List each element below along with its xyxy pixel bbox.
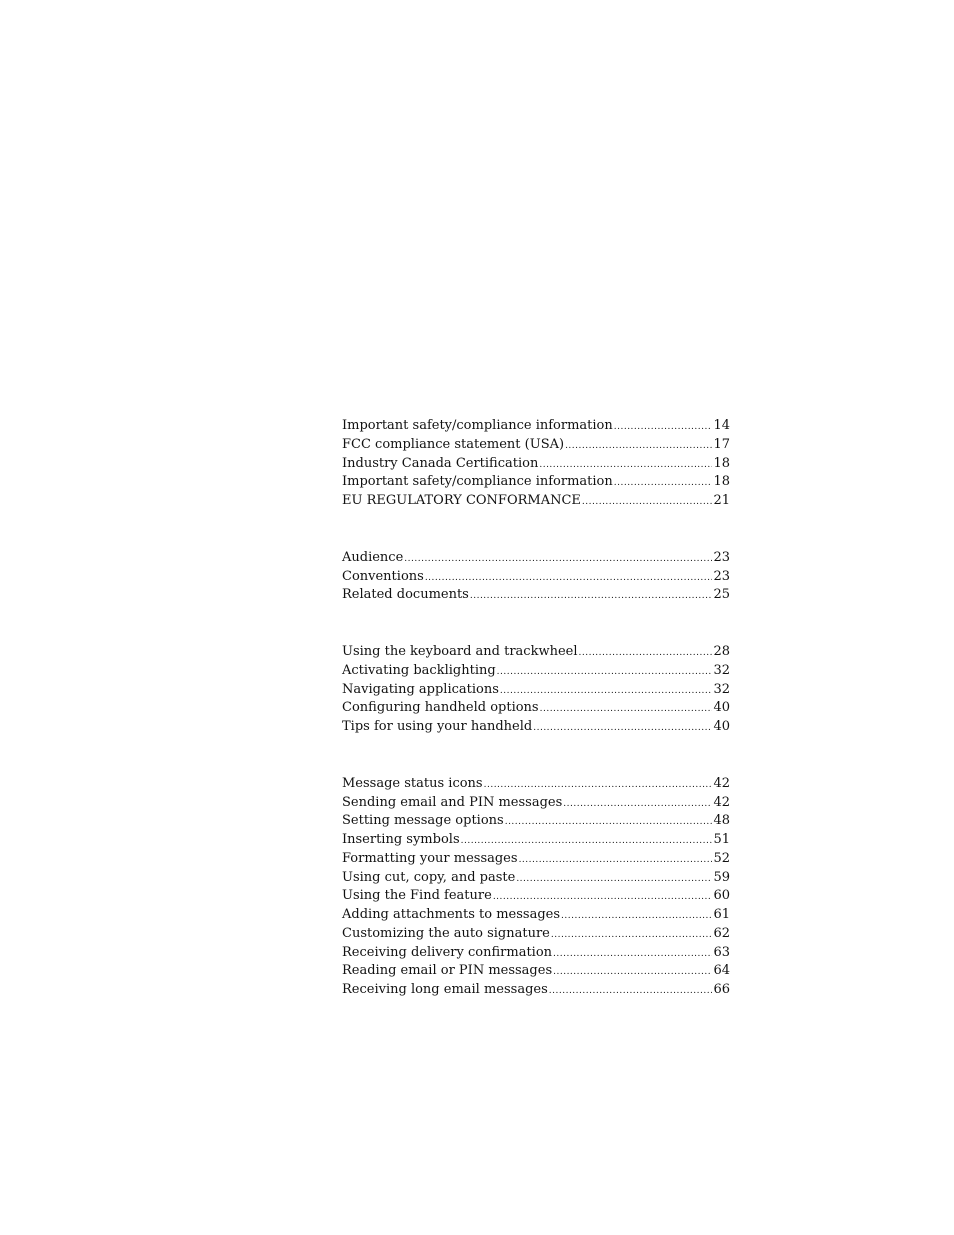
toc-entry[interactable]	[342, 681, 730, 700]
toc-entry-title: Receiving long email messages	[342, 982, 548, 997]
toc-entry[interactable]	[342, 699, 730, 718]
toc-entry-page: 18	[713, 474, 730, 490]
toc-entry-page: 63	[713, 944, 730, 960]
toc-entry-title: EU REGULATORY CONFORMANCE	[342, 493, 581, 508]
toc-entry-title: Using the Find feature	[342, 888, 492, 904]
toc-entry-page: 14	[713, 418, 730, 433]
toc-dot-leader	[614, 474, 713, 493]
toc-dot-leader	[484, 776, 713, 795]
toc-entry[interactable]	[342, 417, 730, 436]
toc-entry-page: 32	[713, 662, 730, 678]
toc-entry[interactable]	[342, 643, 730, 662]
toc-dot-leader	[505, 813, 713, 832]
toc-entry-page: 28	[713, 644, 730, 659]
toc-entry[interactable]	[342, 906, 730, 925]
toc-entry-page: 42	[713, 775, 730, 791]
toc-entry-title: Industry Canada Certification	[342, 455, 539, 471]
toc-entry-title: Setting message options	[342, 813, 504, 829]
toc-dot-leader	[579, 644, 713, 663]
toc-entry-title: Tips for using your handheld	[342, 719, 533, 734]
toc-entry-page: 21	[713, 493, 730, 508]
toc-entry-title: Navigating applications	[342, 681, 499, 697]
toc-entry-page: 61	[713, 907, 730, 922]
toc-entry-title: Receiving delivery confirmation	[342, 944, 553, 960]
toc-entry-page: 66	[713, 982, 730, 997]
toc-dot-leader	[551, 926, 713, 945]
toc-entry[interactable]	[342, 962, 730, 981]
toc-dot-leader	[493, 888, 713, 907]
toc-entry[interactable]	[342, 925, 730, 944]
toc-entry-page: 48	[713, 813, 730, 829]
toc-entry-title: Adding attachments to messages	[342, 907, 561, 922]
toc-entry-title: Reading email or PIN messages	[342, 963, 553, 979]
toc-dot-leader	[549, 982, 713, 1001]
toc-entry-page: 42	[713, 794, 730, 810]
toc-entry[interactable]	[342, 981, 730, 1000]
toc-entry-page: 51	[713, 832, 730, 847]
toc-entry-page: 32	[713, 681, 730, 697]
table-of-contents	[342, 417, 730, 1000]
toc-entry-title: Conventions	[342, 568, 424, 584]
toc-dot-leader	[614, 418, 713, 437]
toc-dot-leader	[519, 851, 713, 870]
toc-dot-leader	[582, 493, 713, 512]
toc-dot-leader	[565, 437, 712, 456]
toc-dot-leader	[425, 569, 713, 588]
toc-entry-page: 23	[713, 549, 730, 565]
toc-entry[interactable]	[342, 662, 730, 681]
toc-entry-page: 40	[713, 719, 730, 734]
toc-entry[interactable]	[342, 455, 730, 474]
toc-section-getting-started	[342, 643, 730, 737]
toc-entry-title: Sending email and PIN messages	[342, 794, 563, 810]
toc-entry[interactable]	[342, 944, 730, 963]
toc-entry[interactable]	[342, 775, 730, 794]
toc-section-safety	[342, 417, 730, 511]
toc-entry-title: Using cut, copy, and paste	[342, 869, 516, 885]
toc-dot-leader	[404, 550, 712, 569]
toc-entry[interactable]	[342, 473, 730, 492]
toc-dot-leader	[461, 832, 713, 851]
toc-dot-leader	[497, 663, 713, 682]
toc-entry-page: 23	[713, 568, 730, 584]
toc-entry-title: Customizing the auto signature	[342, 925, 550, 941]
toc-entry-page: 40	[713, 700, 730, 716]
toc-entry[interactable]	[342, 492, 730, 511]
toc-entry[interactable]	[342, 718, 730, 737]
toc-dot-leader	[470, 587, 713, 606]
toc-dot-leader	[553, 945, 712, 964]
toc-entry[interactable]	[342, 831, 730, 850]
toc-entry-title: Related documents	[342, 587, 469, 603]
toc-entry[interactable]	[342, 812, 730, 831]
toc-entry[interactable]	[342, 586, 730, 605]
toc-entry-title: Important safety/compliance information	[342, 474, 613, 490]
toc-entry-title: Audience	[342, 549, 404, 565]
toc-dot-leader	[516, 870, 712, 889]
toc-entry-page: 25	[713, 587, 730, 603]
toc-entry-title: Formatting your messages	[342, 850, 518, 866]
toc-entry-page: 59	[713, 869, 730, 885]
toc-entry[interactable]	[342, 869, 730, 888]
toc-entry[interactable]	[342, 568, 730, 587]
toc-dot-leader	[553, 963, 712, 982]
toc-entry-title: Message status icons	[342, 775, 483, 791]
toc-entry-page: 60	[713, 888, 730, 904]
toc-entry-page: 52	[713, 850, 730, 866]
toc-entry[interactable]	[342, 794, 730, 813]
toc-entry-title: Activating backlighting	[342, 662, 496, 678]
toc-dot-leader	[561, 907, 712, 926]
toc-section-about	[342, 549, 730, 605]
toc-entry-title: FCC compliance statement (USA)	[342, 436, 565, 452]
toc-dot-leader	[539, 456, 712, 475]
toc-entry-page: 62	[713, 925, 730, 941]
toc-entry[interactable]	[342, 549, 730, 568]
toc-dot-leader	[540, 700, 713, 719]
toc-entry-title: Important safety/compliance information	[342, 418, 613, 433]
toc-entry-page: 18	[713, 455, 730, 471]
toc-entry-title: Using the keyboard and trackwheel	[342, 644, 578, 659]
toc-entry-page: 64	[713, 963, 730, 979]
toc-entry-title: Inserting symbols	[342, 832, 460, 847]
toc-entry-page: 17	[713, 436, 730, 452]
toc-entry[interactable]	[342, 436, 730, 455]
toc-entry[interactable]	[342, 887, 730, 906]
toc-dot-leader	[563, 795, 712, 814]
toc-entry[interactable]	[342, 850, 730, 869]
toc-dot-leader	[500, 682, 713, 701]
toc-entry-title: Configuring handheld options	[342, 700, 539, 716]
toc-dot-leader	[533, 719, 712, 738]
toc-section-messages	[342, 775, 730, 1000]
